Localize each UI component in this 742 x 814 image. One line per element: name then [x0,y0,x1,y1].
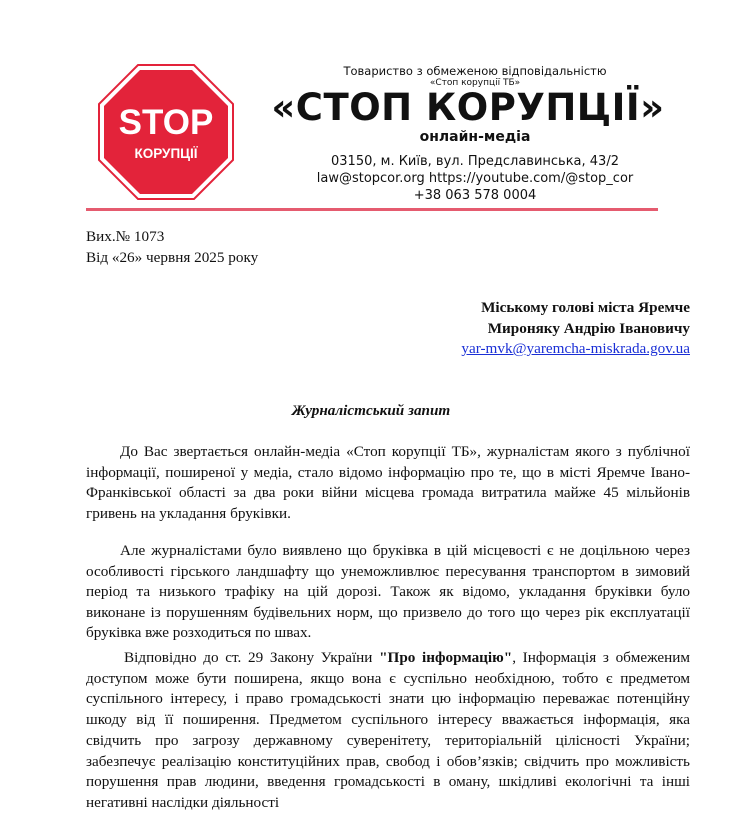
document-title: Журналістський запит [291,402,451,419]
paragraph-findings: Але журналістами було виявлено що бруківка в цій місцевості є не доцільною через особливості гірського ландшафту що унеможливлює пересування транспортом в зимовий період та низького трафіку на цій дорозі. Також як відомо, укладання бруківки було виконане із порушенням будівельних норм, що призвело до того що через рік експлуатації бруківка вже розходиться по швах. [86,542,690,641]
recipient-name: Мироняку Андрію Івановичу [487,320,690,337]
logo-word: STOP [118,103,214,142]
organization-subtitle: онлайн-медіа [419,129,531,145]
letter-date: Від «26» червня 2025 року [86,249,259,266]
organization-name: «СТОП КОРУПЦІЇ» [271,86,665,129]
paragraph-legal-basis-rest: , Інформація з обмеженим доступом може бути поширена, якщо вона є суспільно необхідною, тобто є предметом суспільного інтересу, і право громадськості знати цю інформацію переважає потенційну шкоду від її поширення. Предметом суспільного інтересу вважається інформація, яка свідчить про загрозу державному суверенітету, територіальній цілісності України; забезпечує реалізацію конституційних прав, свобод і обов’язків; свідчить про можливість порушення прав людини, введення громадськості в оману, шкідливі екологічні та інші негативні наслідки діяльності [86,649,690,811]
outgoing-number: Вих.№ 1073 [86,228,165,245]
header-divider [86,208,658,211]
law-title: "Про інформацію" [379,649,513,666]
paragraph-intro: До Вас звертається онлайн-медіа «Стоп корупції ТБ», журналістам якого з публічної інформації, поширеної у медіа, стало відомо інформацію про те, що в місті Яремче Івано-Франківської області за два роки війни місцева громада витратила майже 45 мільйонів гривень на укладання бруківки. [86,443,690,522]
logo-subword: КОРУПЦІЇ [134,146,198,161]
recipient-position: Міському голові міста Яремче [481,299,690,316]
paragraph-legal-basis [86,648,690,814]
stop-sign-icon [98,64,234,200]
stop-sign-logo [98,64,234,200]
paragraph-legal-basis-start: Відповідно до ст. 29 Закону України [124,649,380,666]
address-line: 03150, м. Київ, вул. Предславинська, 43/2 [331,154,619,169]
recipient-email-link[interactable]: yar-mvk@yaremcha-miskrada.gov.ua [461,340,690,357]
email-youtube-line: law@stopcor.org https://youtube.com/@stop_cor [316,171,634,186]
legal-form-line: Товариство з обмеженою відповідальністю [343,64,607,78]
legal-name-line: «Стоп корупції ТБ» [429,78,521,88]
phone-line: +38 063 578 0004 [413,188,537,203]
